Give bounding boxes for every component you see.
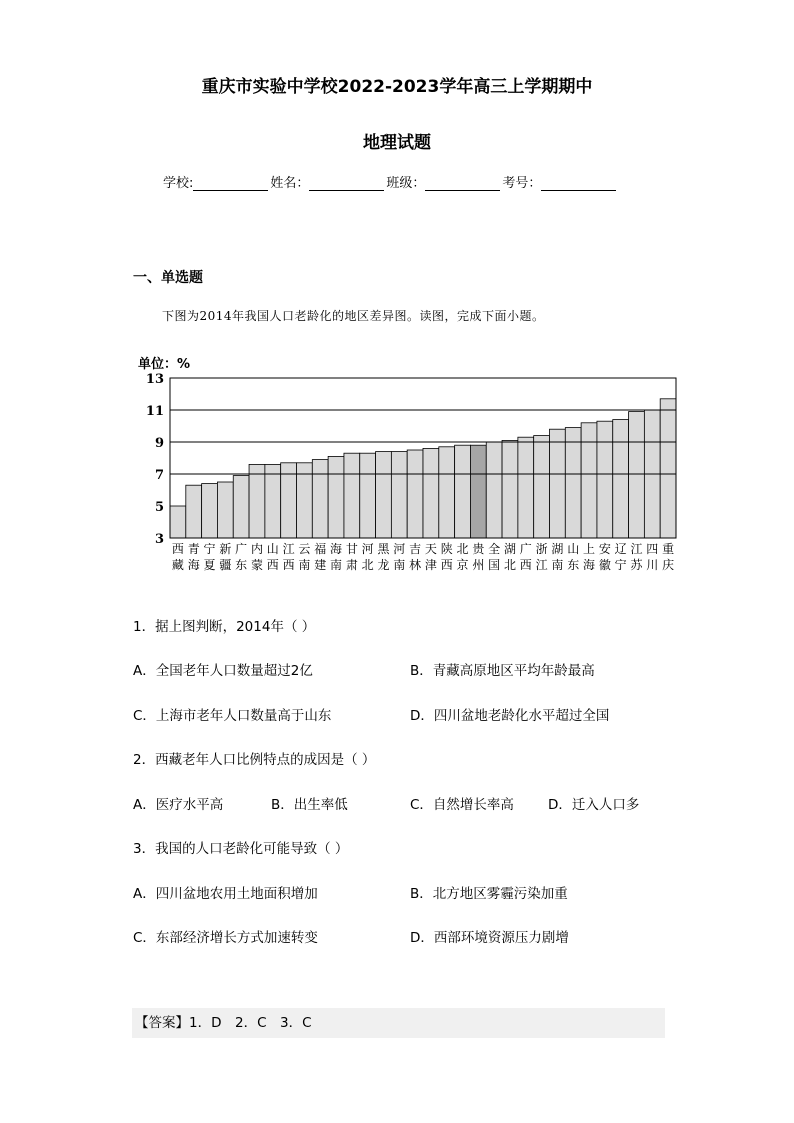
bar-陕西 (439, 447, 455, 538)
x-tick-label: 山 (266, 542, 279, 556)
x-tick-label: 青 (187, 542, 200, 556)
x-tick-label: 广 (235, 542, 248, 556)
x-tick-label: 浙 (535, 542, 548, 556)
x-tick-label: 西 (519, 558, 532, 572)
x-tick-label: 西 (440, 558, 453, 572)
x-tick-label: 西 (171, 542, 184, 556)
y-tick-label: 9 (154, 436, 164, 451)
y-tick-label: 11 (145, 404, 164, 419)
class-label: 班级： (386, 176, 426, 191)
question-1-option-b[interactable]: B．青藏高原地区平均年龄最高 (410, 663, 595, 679)
y-tick-label: 7 (154, 468, 164, 483)
x-tick-label: 内 (250, 542, 263, 556)
question-3-stem: 3．我国的人口老龄化可能导致（ ） (133, 841, 349, 857)
x-tick-label: 庆 (662, 558, 675, 572)
bar-天津 (423, 448, 439, 538)
answer-key: 【答案】1．D 2．C 3．C (132, 1008, 665, 1038)
x-tick-label: 安 (598, 542, 611, 556)
x-tick-label: 上 (583, 542, 596, 556)
bar-安徽 (597, 421, 613, 538)
x-tick-label: 江 (535, 558, 548, 572)
x-tick-label: 四 (646, 542, 659, 556)
question-3-option-d[interactable]: D．西部环境资源压力剧增 (410, 930, 569, 946)
student-info-row (163, 172, 618, 191)
question-intro: 下图为2014年我国人口老龄化的地区差异图。读图，完成下面小题。 (162, 309, 545, 323)
x-tick-label: 江 (630, 542, 643, 556)
bar-海南 (328, 456, 344, 538)
page-title: 重庆市实验中学校2022-2023学年高三上学期期中 (201, 77, 593, 97)
bar-重庆 (660, 399, 676, 538)
x-tick-label: 肃 (345, 558, 358, 572)
x-tick-label: 云 (298, 542, 311, 556)
bar-福建 (312, 460, 328, 538)
x-tick-label: 全 (488, 542, 501, 556)
x-tick-label: 江 (282, 542, 295, 556)
x-tick-label: 天 (424, 542, 437, 556)
x-tick-label: 湖 (551, 542, 564, 556)
school-label: 学校: (163, 176, 194, 191)
name-blank[interactable] (309, 176, 384, 191)
x-tick-label: 龙 (377, 558, 390, 572)
x-tick-label: 徽 (598, 558, 611, 572)
name-label: 姓名： (270, 176, 310, 191)
x-tick-label: 辽 (614, 542, 627, 556)
x-tick-label: 藏 (171, 558, 184, 572)
x-tick-label: 新 (219, 542, 232, 556)
bar-贵州 (470, 445, 486, 538)
question-1-option-a[interactable]: A．全国老年人口数量超过2亿 (133, 663, 313, 679)
x-tick-label: 陕 (440, 542, 453, 556)
y-tick-label: 5 (154, 500, 164, 515)
x-tick-label: 吉 (409, 542, 422, 556)
question-2-option-c[interactable]: C．自然增长率高 (410, 797, 514, 813)
x-tick-label: 海 (583, 558, 596, 572)
x-tick-label: 南 (298, 558, 311, 572)
bar-北京 (455, 445, 471, 538)
exam-no-blank[interactable] (541, 176, 616, 191)
x-tick-label: 甘 (345, 542, 358, 556)
x-tick-label: 南 (551, 558, 564, 572)
x-tick-label: 贵 (472, 542, 485, 556)
x-tick-label: 山 (567, 542, 580, 556)
unit-label: 单位：% (138, 357, 191, 372)
bar-宁夏 (202, 484, 218, 538)
x-tick-label: 疆 (219, 558, 232, 572)
x-tick-label: 广 (519, 542, 532, 556)
x-tick-label: 海 (330, 542, 343, 556)
x-tick-label: 夏 (203, 558, 216, 572)
x-tick-label: 京 (456, 558, 469, 572)
x-tick-label: 川 (646, 558, 659, 572)
section-title: 一、单选题 (133, 270, 203, 286)
bar-吉林 (407, 450, 423, 538)
x-tick-label: 福 (314, 542, 327, 556)
x-tick-label: 西 (282, 558, 295, 572)
bar-上海 (581, 423, 597, 538)
class-blank[interactable] (425, 176, 500, 191)
x-tick-label: 南 (393, 558, 406, 572)
x-tick-label: 黑 (377, 542, 390, 556)
x-tick-label: 东 (567, 558, 580, 572)
y-tick-label: 3 (154, 532, 164, 547)
bar-内蒙 (249, 464, 265, 538)
bar-浙江 (534, 436, 550, 538)
x-tick-label: 国 (488, 558, 501, 572)
x-tick-label: 西 (266, 558, 279, 572)
bar-湖南 (550, 429, 566, 538)
x-tick-label: 河 (393, 542, 406, 556)
x-tick-label: 北 (503, 558, 516, 572)
x-tick-label: 津 (424, 558, 437, 572)
x-tick-label: 州 (472, 558, 485, 572)
x-tick-label: 北 (361, 558, 374, 572)
x-tick-label: 宁 (203, 542, 216, 556)
x-tick-label: 海 (187, 558, 200, 572)
question-3-option-c[interactable]: C．东部经济增长方式加速转变 (133, 930, 318, 946)
question-2-option-d[interactable]: D．迁入人口多 (548, 797, 640, 813)
question-2-stem: 2．西藏老年人口比例特点的成因是（ ） (133, 752, 376, 768)
question-3-option-a[interactable]: A．四川盆地农用土地面积增加 (133, 886, 318, 902)
aging-bar-chart (130, 350, 690, 590)
question-2-option-b[interactable]: B．出生率低 (271, 797, 348, 813)
bar-江苏 (629, 412, 645, 538)
bar-辽宁 (613, 420, 629, 538)
x-tick-label: 宁 (614, 558, 627, 572)
x-tick-label: 南 (330, 558, 343, 572)
y-tick-label: 13 (145, 372, 164, 387)
bar-全国 (486, 442, 502, 538)
bar-西藏 (170, 506, 186, 538)
x-tick-label: 河 (361, 542, 374, 556)
x-tick-label: 蒙 (250, 558, 263, 572)
question-1-option-c[interactable]: C．上海市老年人口数量高于山东 (133, 708, 332, 724)
bar-河北 (360, 453, 376, 538)
bar-山西 (265, 464, 281, 538)
x-tick-label: 林 (409, 558, 422, 572)
x-tick-label: 东 (235, 558, 248, 572)
x-tick-label: 北 (456, 542, 469, 556)
bar-黑龙 (376, 452, 392, 538)
question-1-stem: 1．据上图判断，2014年（ ） (133, 619, 316, 635)
school-blank[interactable] (193, 176, 268, 191)
question-2-option-a[interactable]: A．医疗水平高 (133, 797, 224, 813)
question-1-option-d[interactable]: D．四川盆地老龄化水平超过全国 (410, 708, 610, 724)
bar-河南 (391, 452, 407, 538)
bar-山东 (565, 428, 581, 538)
question-3-option-b[interactable]: B．北方地区雾霾污染加重 (410, 886, 568, 902)
bar-青海 (186, 485, 202, 538)
x-tick-label: 湖 (503, 542, 516, 556)
x-tick-label: 建 (314, 558, 327, 572)
bar-新疆 (217, 482, 233, 538)
bar-广西 (518, 437, 534, 538)
bar-湖北 (502, 440, 518, 538)
bar-广东 (233, 476, 249, 538)
bar-甘肃 (344, 453, 360, 538)
page-subtitle: 地理试题 (363, 133, 431, 153)
exam-no-label: 考号： (502, 176, 542, 191)
x-tick-label: 重 (662, 542, 675, 556)
x-tick-label: 苏 (630, 558, 643, 572)
